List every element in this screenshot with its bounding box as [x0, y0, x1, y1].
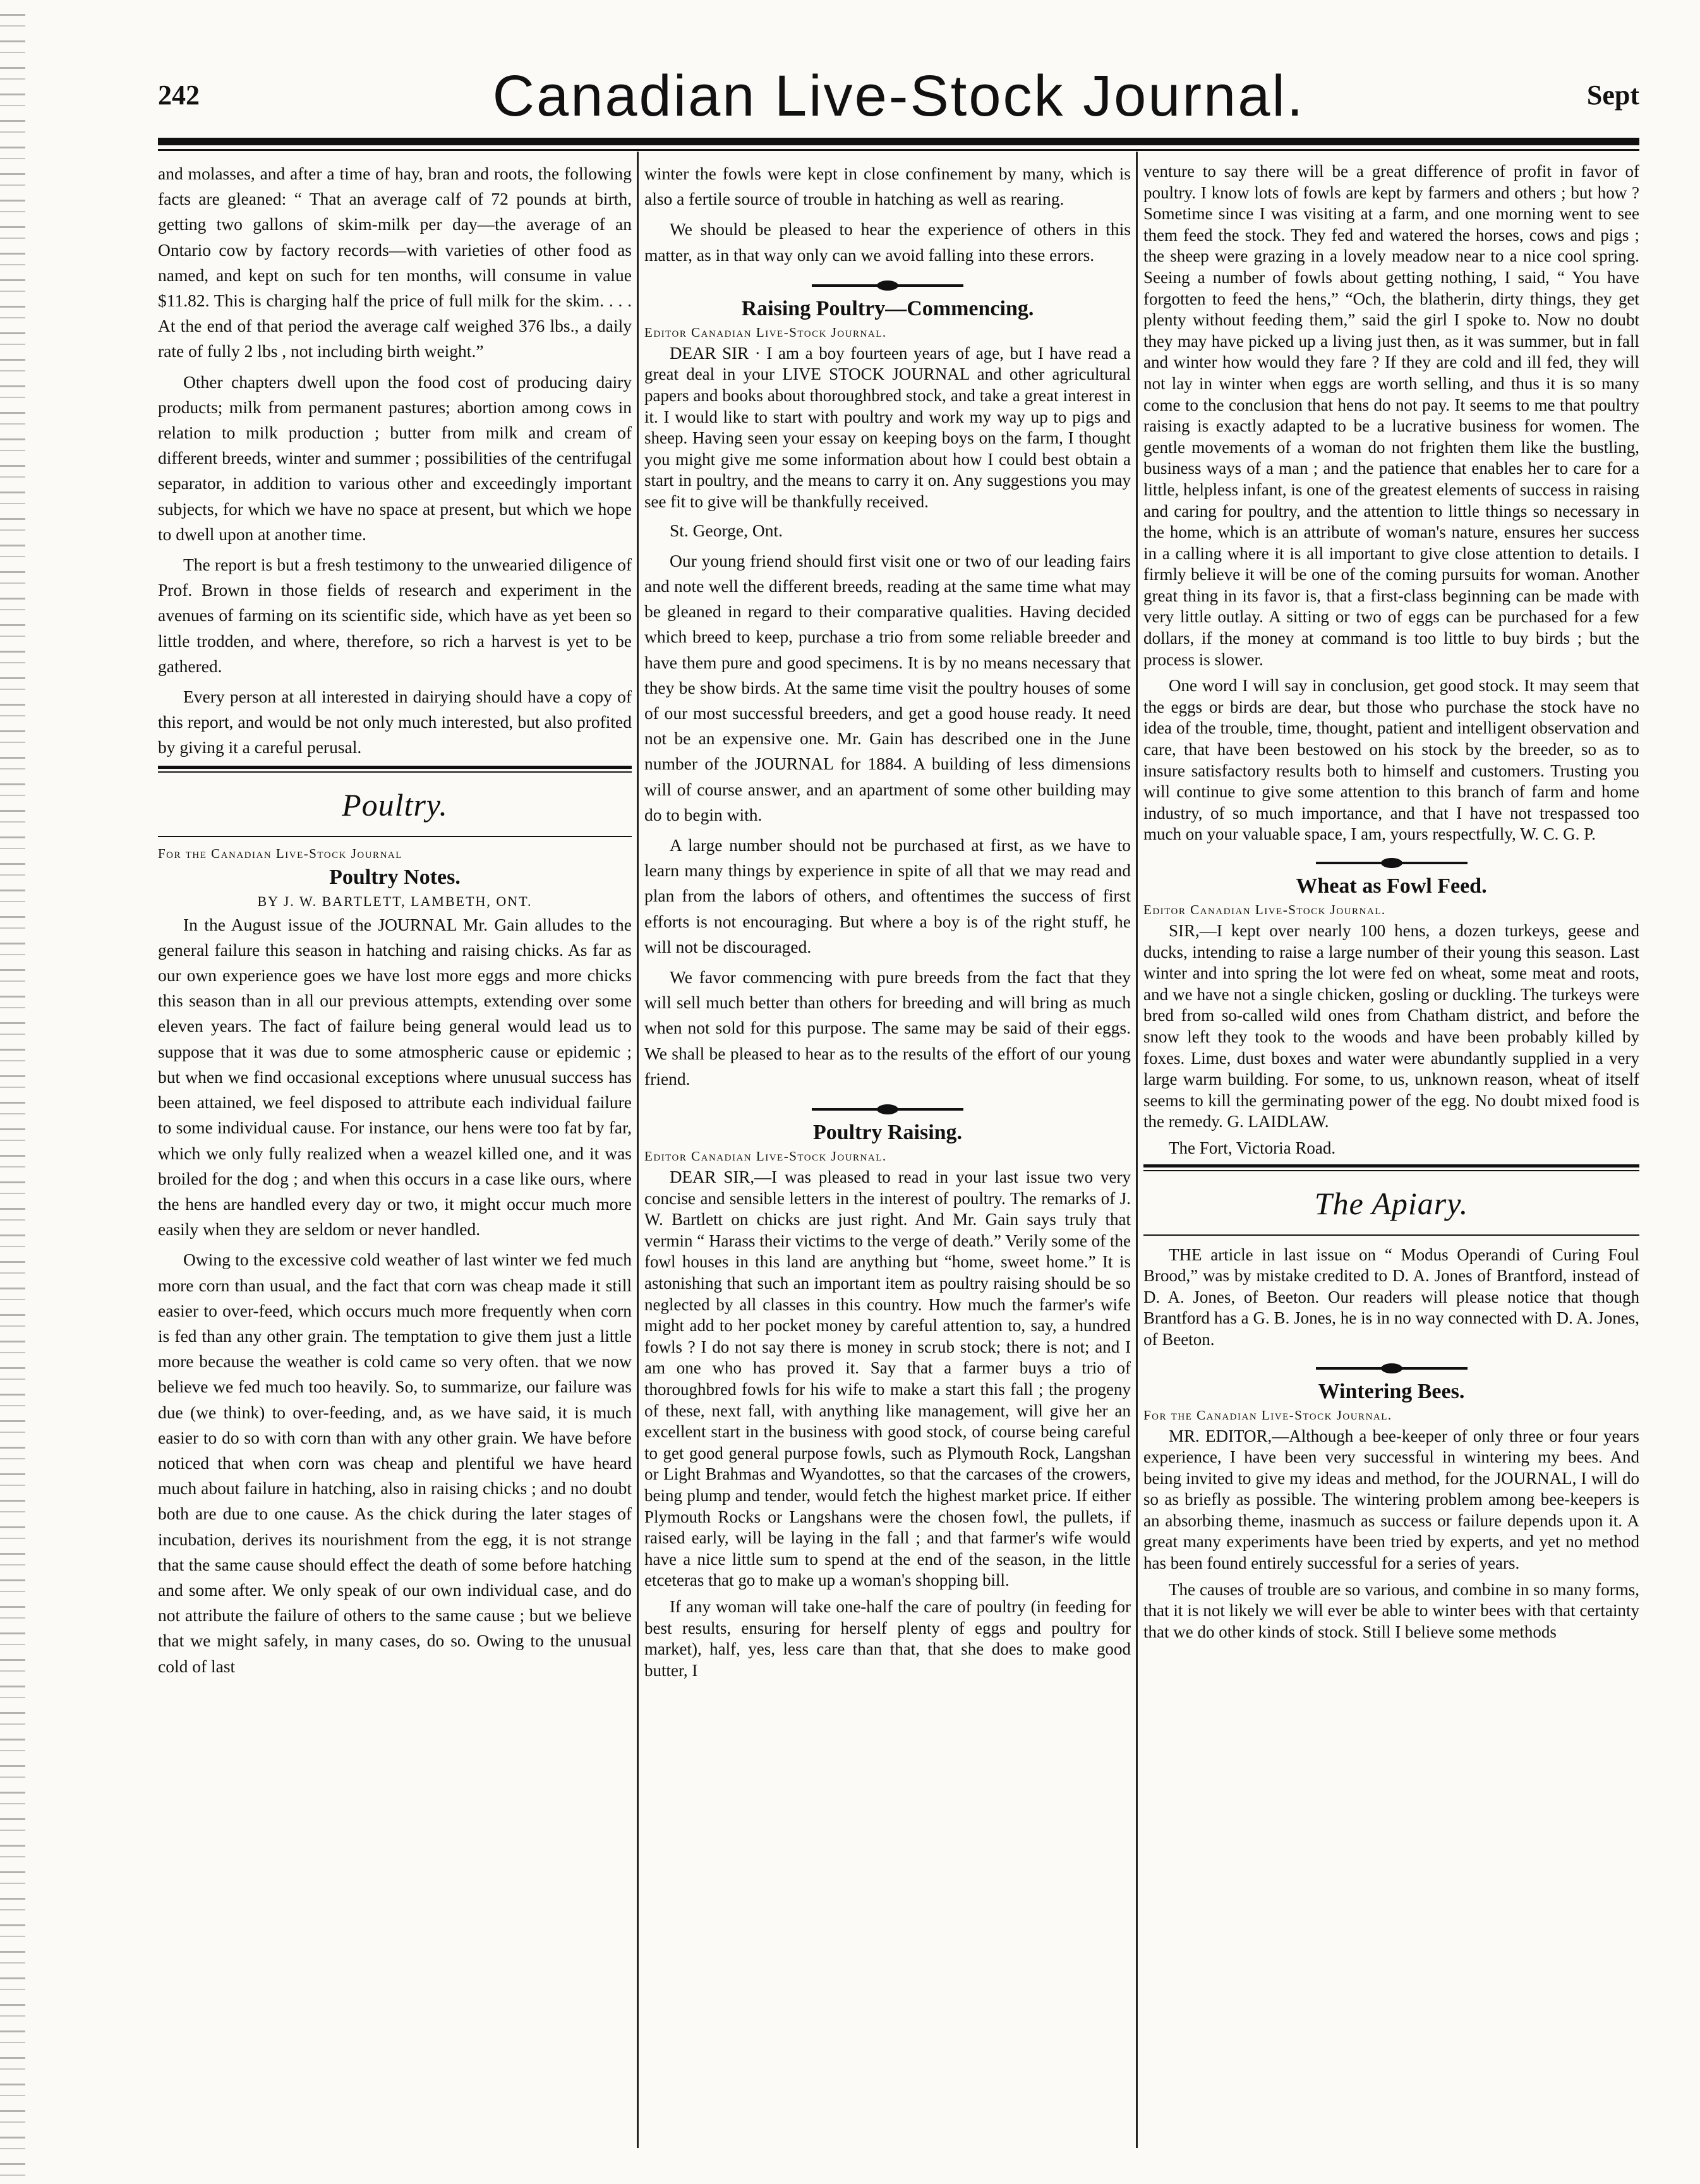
issue-month: Sept	[1586, 80, 1639, 111]
section-heading-apiary: The Apiary.	[1314, 1185, 1469, 1221]
section-rule	[1143, 1234, 1639, 1236]
paragraph: and molasses, and after a time of hay, bran and roots, the following facts are gleaned: “ That an average calf of 72 pounds at birth, getting two gallons of skim-milk per day—the average of an Ontario cow by factory records—with varieties of other food as named, and kept on such for ten months, will consume in value $11.82. This is charging half the price of full milk for the skim. . . . At the end of that period the average calf weighed 376 lbs., a daily rate of fully 2 lbs , not including birth weight.”	[158, 164, 632, 361]
paragraph: Our young friend should first visit one or two of our leading fairs and note well the different breeds, reading at the same time what may be gleaned in regard to their comparative qualities. Having decided which breed to keep, purchase a trio from some reliable breeder and have them pure and good specimens. It is by no means necessary that they be show birds. At the same time visit the poultry houses of some of our most successful breeders, and get a good house ready. It need not be an expensive one. Mr. Gain has described one in the June number of the JOURNAL for 1884. A building of less dimensions will of course answer, and an apartment of some other building may do to begin with.	[644, 550, 1131, 824]
article-title-wintering-bees: Wintering Bees.	[1318, 1379, 1465, 1403]
paragraph: The causes of trouble are so various, and combine in so many forms, that it is not likely we will ever be able to winter bees with that certainty that we do other kinds of stock. Still I believe some methods	[1143, 1579, 1639, 1641]
editor-line: Editor Canadian Live-Stock Journal.	[644, 1149, 887, 1164]
section-rule	[158, 836, 632, 837]
paragraph: We should be pleased to hear the experience of others in this matter, as in that way only can we avoid falling into these errors.	[644, 219, 1131, 265]
paragraph: Other chapters dwell upon the food cost of producing dairy products; milk from permanent pastures; abortion among cows in relation to milk production ; butter from milk and cream of different breeds, winter and summer ; possibilities of the centrifugal separator, in addition to various other and exceedingly important subjects, for which we have no space at present, but which we hope to dwell upon at another time.	[158, 371, 632, 544]
section-heading-poultry: Poultry.	[342, 787, 448, 823]
article-title-poultry-raising: Poultry Raising.	[812, 1121, 963, 1145]
section-rule	[1143, 1170, 1639, 1171]
for-line: For the Canadian Live-Stock Journal	[158, 845, 402, 861]
editor-line: Editor Canadian Live-Stock Journal.	[1143, 902, 1386, 917]
letter-place: St. George, Ont.	[670, 520, 783, 540]
article-divider	[1316, 862, 1468, 864]
column-2	[644, 161, 1131, 2151]
paragraph: A large number should not be purchased at first, as we have to learn many things by experience in spite of all that we may read and plan from the labors of others, and oftentimes the success of first efforts is not encouraging. But where a boy is of the right stuff, he will not be discouraged.	[644, 835, 1131, 956]
paragraph: In the August issue of the JOURNAL Mr. Gain alludes to the general failure this season in hatching and raising chicks. As far as our own experience goes we have lost more eggs and more chicks this season than in all our previous attempts, extending over some eleven years. The fact of failure being general would lead us to suppose that it was due to some atmospheric cause or epidemic ; but when we find occasional exceptions where unusual success has been attained, we feel disposed to attribute each individual failure to some individual cause. For instance, our hens were too fat by far, which we only fully realized when a weazel killed one, and it was broiled for the dog ; and when this occurs in a case like ours, where the hens are handled every day or two, it might occur much more easily when they are seldom or never handled.	[158, 914, 632, 1240]
editor-line: Editor Canadian Live-Stock Journal.	[644, 324, 887, 340]
page-number: 242	[158, 80, 200, 111]
column-divider	[637, 152, 639, 2148]
for-line: For the Canadian Live-Stock Journal.	[1143, 1407, 1392, 1423]
binding-edge	[0, 0, 25, 2184]
article-title-poultry-notes: Poultry Notes.	[329, 865, 461, 889]
paragraph: Owing to the excessive cold weather of last winter we fed much more corn than usual, and the fact that corn was cheap made it still easier to over-feed, which occurs much more frequently when corn is fed than any other grain. The temptation to give them just a little more because the weather is cold came so very often. that we now believe we fed much too heavily. So, to summarize, our failure was due (we think) to over-feeding, and, as we have said, it is much easier to do so with corn than with any other grain. We have before noticed that when corn was cheap and plentiful we have heard much about failure in hatching, also in raising chicks ; and no doubt both are due to one cause. As the chick during the later stages of incubation, derives its nourishment from the egg, it is not strange that the same cause should effect the death of some before hatching and some after. We only speak of our own individual case, and do not attribute the failure of others to the same cause ; but we believe that we might safely, in many cases, do so. Owing to the unusual cold of last	[158, 1250, 632, 1676]
header-rule-thin	[158, 149, 1639, 151]
paragraph: The report is but a fresh testimony to the unwearied diligence of Prof. Brown in those fields of research and experiment in the avenues of farming on its scientific side, which have as yet been so little trodden, and where, therefore, so rich a harvest is yet to be gathered.	[158, 555, 632, 676]
article-title-wheat-as-fowl-feed: Wheat as Fowl Feed.	[1296, 874, 1487, 898]
section-rule	[158, 766, 632, 769]
letter-place: The Fort, Victoria Road.	[1169, 1138, 1336, 1157]
column-3	[1143, 161, 1639, 2151]
header-rule	[158, 138, 1639, 145]
paragraph: THE article in last issue on “ Modus Operandi of Curing Foul Brood,” was by mistake credited to D. A. Jones of Brantford, instead of D. A. Jones, of Beeton. Our readers will please notice that though Brantford has a G. B. Jones, he is in no way connected with D. A. Jones, of Beeton.	[1143, 1245, 1639, 1349]
paragraph: Every person at all interested in dairying should have a copy of this report, and would be not only much interested, but also profited by giving it a careful perusal.	[158, 687, 632, 757]
article-title-raising-poultry-commencing: Raising Poultry—Commencing.	[741, 296, 1034, 320]
section-rule	[158, 771, 632, 773]
article-divider	[812, 284, 963, 287]
paragraph: MR. EDITOR,—Although a bee-keeper of only three or four years experience, I have been very successful in wintering my bees. And being invited to give my ideas and method, for the JOURNAL, I will do so as briefly as possible. The wintering problem among bee-keepers is an absorbing theme, inasmuch as success or failure depends upon it. A great many experiments have been tried by experts, and yet no method has been found entirely successful for a series of years.	[1143, 1426, 1639, 1573]
paragraph: winter the fowls were kept in close confinement by many, which is also a fertile source of trouble in hatching as well as rearing.	[644, 164, 1131, 209]
paragraph: If any woman will take one-half the care of poultry (in feeding for best results, ensuring for herself plenty of eggs and poultry for market), half, yes, less care than that, that she does to make good butter, I	[644, 1596, 1131, 1680]
section-rule	[1143, 1164, 1639, 1167]
paragraph: One word I will say in conclusion, get good stock. It may seem that the eggs or birds are dear, but those who purchase the stock have no idea of the trouble, time, thought, patient and intelligent observation and care, that have been bestowed on his stock by the breeder, so as to insure satisfactory results both to himself and customers. Trusting you will continue to give some attention to this branch of farm and home industry, of so much importance, and that I have not trespassed too much on your valuable space, I am, yours respectfully, W. C. G. P.	[1143, 676, 1639, 844]
article-divider	[1316, 1367, 1468, 1370]
letter: DEAR SIR · I am a boy fourteen years of age, but I have read a great deal in your LIVE STOCK JOURNAL and other agricultural papers and books about thoroughbred stock, and take a great interest in it. I would like to start with poultry and work my way up to pigs and sheep. Having seen your essay on keeping boys on the farm, I thought you might give me some information about how I could best obtain a start in poultry, and the means to carry it on. Any suggestions you may see fit to give will be thankfully received.	[644, 343, 1131, 511]
column-1	[158, 161, 632, 2151]
paragraph: SIR,—I kept over nearly 100 hens, a dozen turkeys, geese and ducks, intending to raise a large number of their young this season. Last winter and into spring the lot were fed on wheat, some meat and roots, and we have not a single chicken, gosling or duckling. The turkeys were bred from so-called wild ones from Chatham district, and before the snow left they took to the woods and have been probably killed by foxes. Lime, dust boxes and water were abundantly supplied in a very large warm building. For some, to us, unknown reason, wheat of itself seems to kill the germinating power of the egg. No doubt mixed food is the remedy. G. LAIDLAW.	[1143, 921, 1639, 1131]
byline: BY J. W. BARTLETT, LAMBETH, ONT.	[257, 893, 533, 909]
column-divider	[1136, 152, 1138, 2148]
article-divider	[812, 1108, 963, 1111]
paragraph: We favor commencing with pure breeds from the fact that they will sell much better than others for breeding and will bring as much when not sold for this purpose. The same may be said of their eggs. We shall be pleased to hear as to the results of the effort of our young friend.	[644, 967, 1131, 1089]
paragraph: venture to say there will be a great difference of profit in favor of poultry. I know lots of fowls are kept by farmers and others ; but how ? Sometime since I was visiting at a farm, and one morning went to see them feed the stock. They fed and watered the horses, cows and pigs ; the sheep were grazing in a lovely meadow near to a nice cool spring. Seeing a number of fowls about getting nothing, I said, “ You have forgotten to feed the hens,” “Och, the blatherin, dirty things, they get plenty without feeding them,” said the girl I spoke to. Now no doubt they may have picked up a living just then, as it was summer, but in fall and winter how would they fare ? If they are cold and ill fed, they will not lay in winter when eggs are worth selling, and thus it is so many come to the conclusion that hens do not pay. It seems to me that poultry raising is exactly adapted to be a lucrative business for women. The gentle movements of a woman do not frighten them like the bustling, business ways of a man ; and the patience that enables her to care for a little, helpless infant, is one of the greatest elements of success in raising and caring for poultry, and the attention to little things so necessary in the home, which is an attribute of woman's nature, ensures her success in a calling where it is all important to give close attention to details. I firmly believe it will be one of the coming pursuits for woman. Another great thing in its favor is, that a first-class beginning can be made with very little outlay. A sitting or two of eggs can be purchased for a few dollars, if the money at command is too little to buy birds ; but the process is slower.	[1143, 162, 1639, 669]
paragraph: DEAR SIR,—I was pleased to read in your last issue two very concise and sensible letters in the interest of poultry. The remarks of J. W. Bartlett on chicks are just right. And Mr. Gain says truly that vermin “ Harass their victims to the verge of death.” Verily some of the fowl houses in this land are anything but “home, sweet home.” It is astonishing that such an important item as poultry raising should be so neglected by all classes in this country. How much the farmer's wife might add to her pocket money by careful attention to, say, a hundred fowls ? I do not say there is money in scrub stock; there is not; and I am one who has proved it. Say that a farmer buys a trio of thoroughbred fowls for his wife to make a start this fall ; the progeny of these, next fall, with anything like management, will give her an excellent start in the business with good stock, of course being careful to get good general purpose fowls, such as Plymouth Rock, Langshan or Light Brahmas and Wyandottes, so that the carcases of the crowers, being plump and tender, would fetch the highest market price. If either Plymouth Rocks or Langshans were the chosen fowl, the pullets, if raised early, will be laying in the fall ; and that farmer's wife would have a nice little sum to spend at the end of the season, in the little etceteras that go to make up a woman's shopping bill.	[644, 1167, 1131, 1590]
page-header	[158, 63, 1639, 126]
journal-title: Canadian Live-Stock Journal.	[492, 64, 1305, 128]
